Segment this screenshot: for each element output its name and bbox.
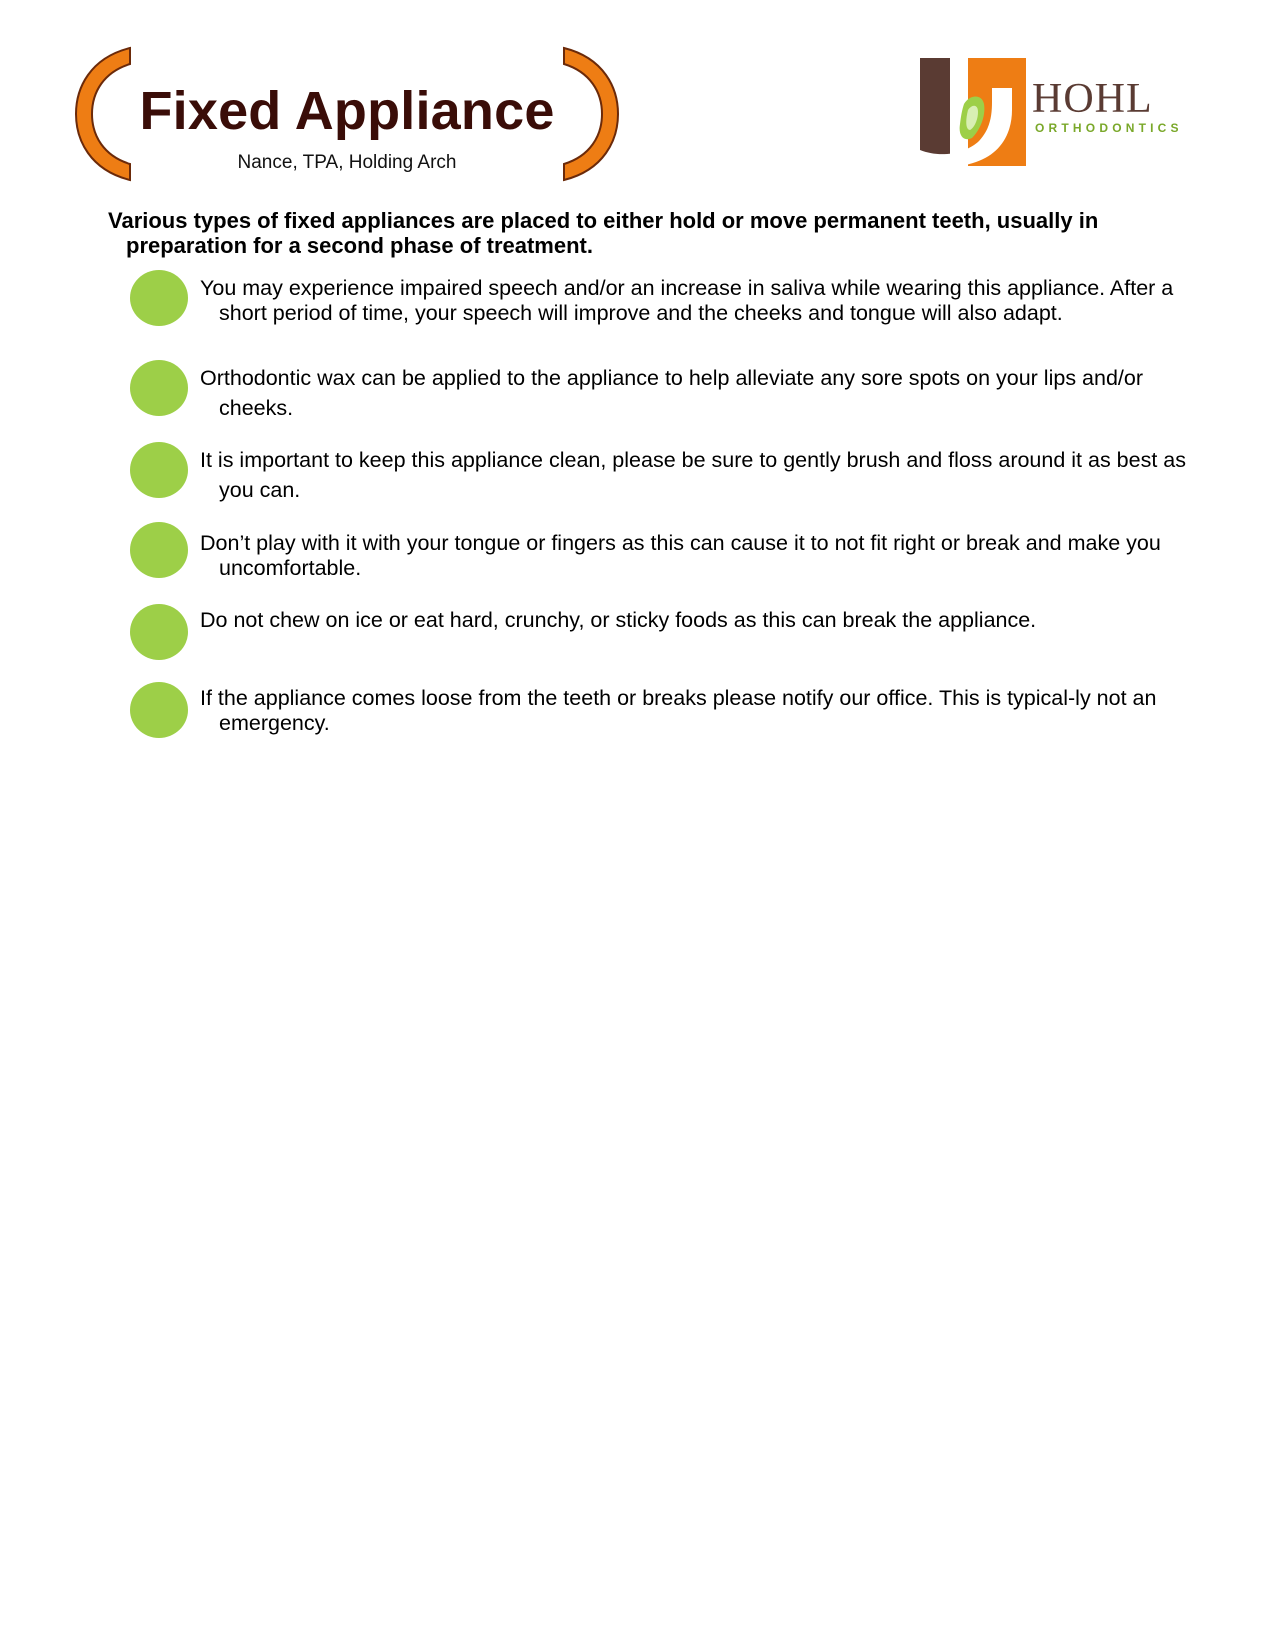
list-item-text: Orthodontic wax can be applied to the appliance to help alleviate any sore spots on your lips and/or cheeks.: [200, 366, 1144, 420]
bullet-circle-icon: [130, 682, 188, 738]
page-subtitle: Nance, TPA, Holding Arch: [237, 152, 457, 173]
bullet-circle-icon: [130, 360, 188, 416]
bullet-circle-icon: [130, 604, 188, 660]
list-item-text: Do not chew on ice or eat hard, crunchy, or sticky foods as this can break the appliance.: [200, 608, 1037, 632]
page-title: Fixed Appliance: [139, 81, 555, 141]
logo-tagline: ORTHODONTICS: [1035, 121, 1183, 135]
list-item-text: Don’t play with it with your tongue or fingers as this can cause it to not fit right or break and make you uncomfortable.: [200, 531, 1161, 580]
list-item-text: It is important to keep this appliance clean, please be sure to gently brush and floss around it as best as you can.: [200, 448, 1186, 502]
bullet-circle-icon: [130, 442, 188, 498]
intro-paragraph: Various types of fixed appliances are placed to either hold or move permanent teeth, usually in preparation for a second phase of treatment.: [108, 208, 1099, 258]
list-item-text: If the appliance comes loose from the teeth or breaks please notify our office. This is typical-ly not an emergency.: [200, 686, 1157, 735]
list-item-text: You may experience impaired speech and/or an increase in saliva while wearing this appliance. After a short period of time, your speech will improve and the cheeks and tongue will also adapt.: [200, 276, 1174, 325]
bullet-circle-icon: [130, 270, 188, 326]
logo-name: HOHL: [1032, 76, 1153, 122]
bullet-circle-icon: [130, 522, 188, 578]
